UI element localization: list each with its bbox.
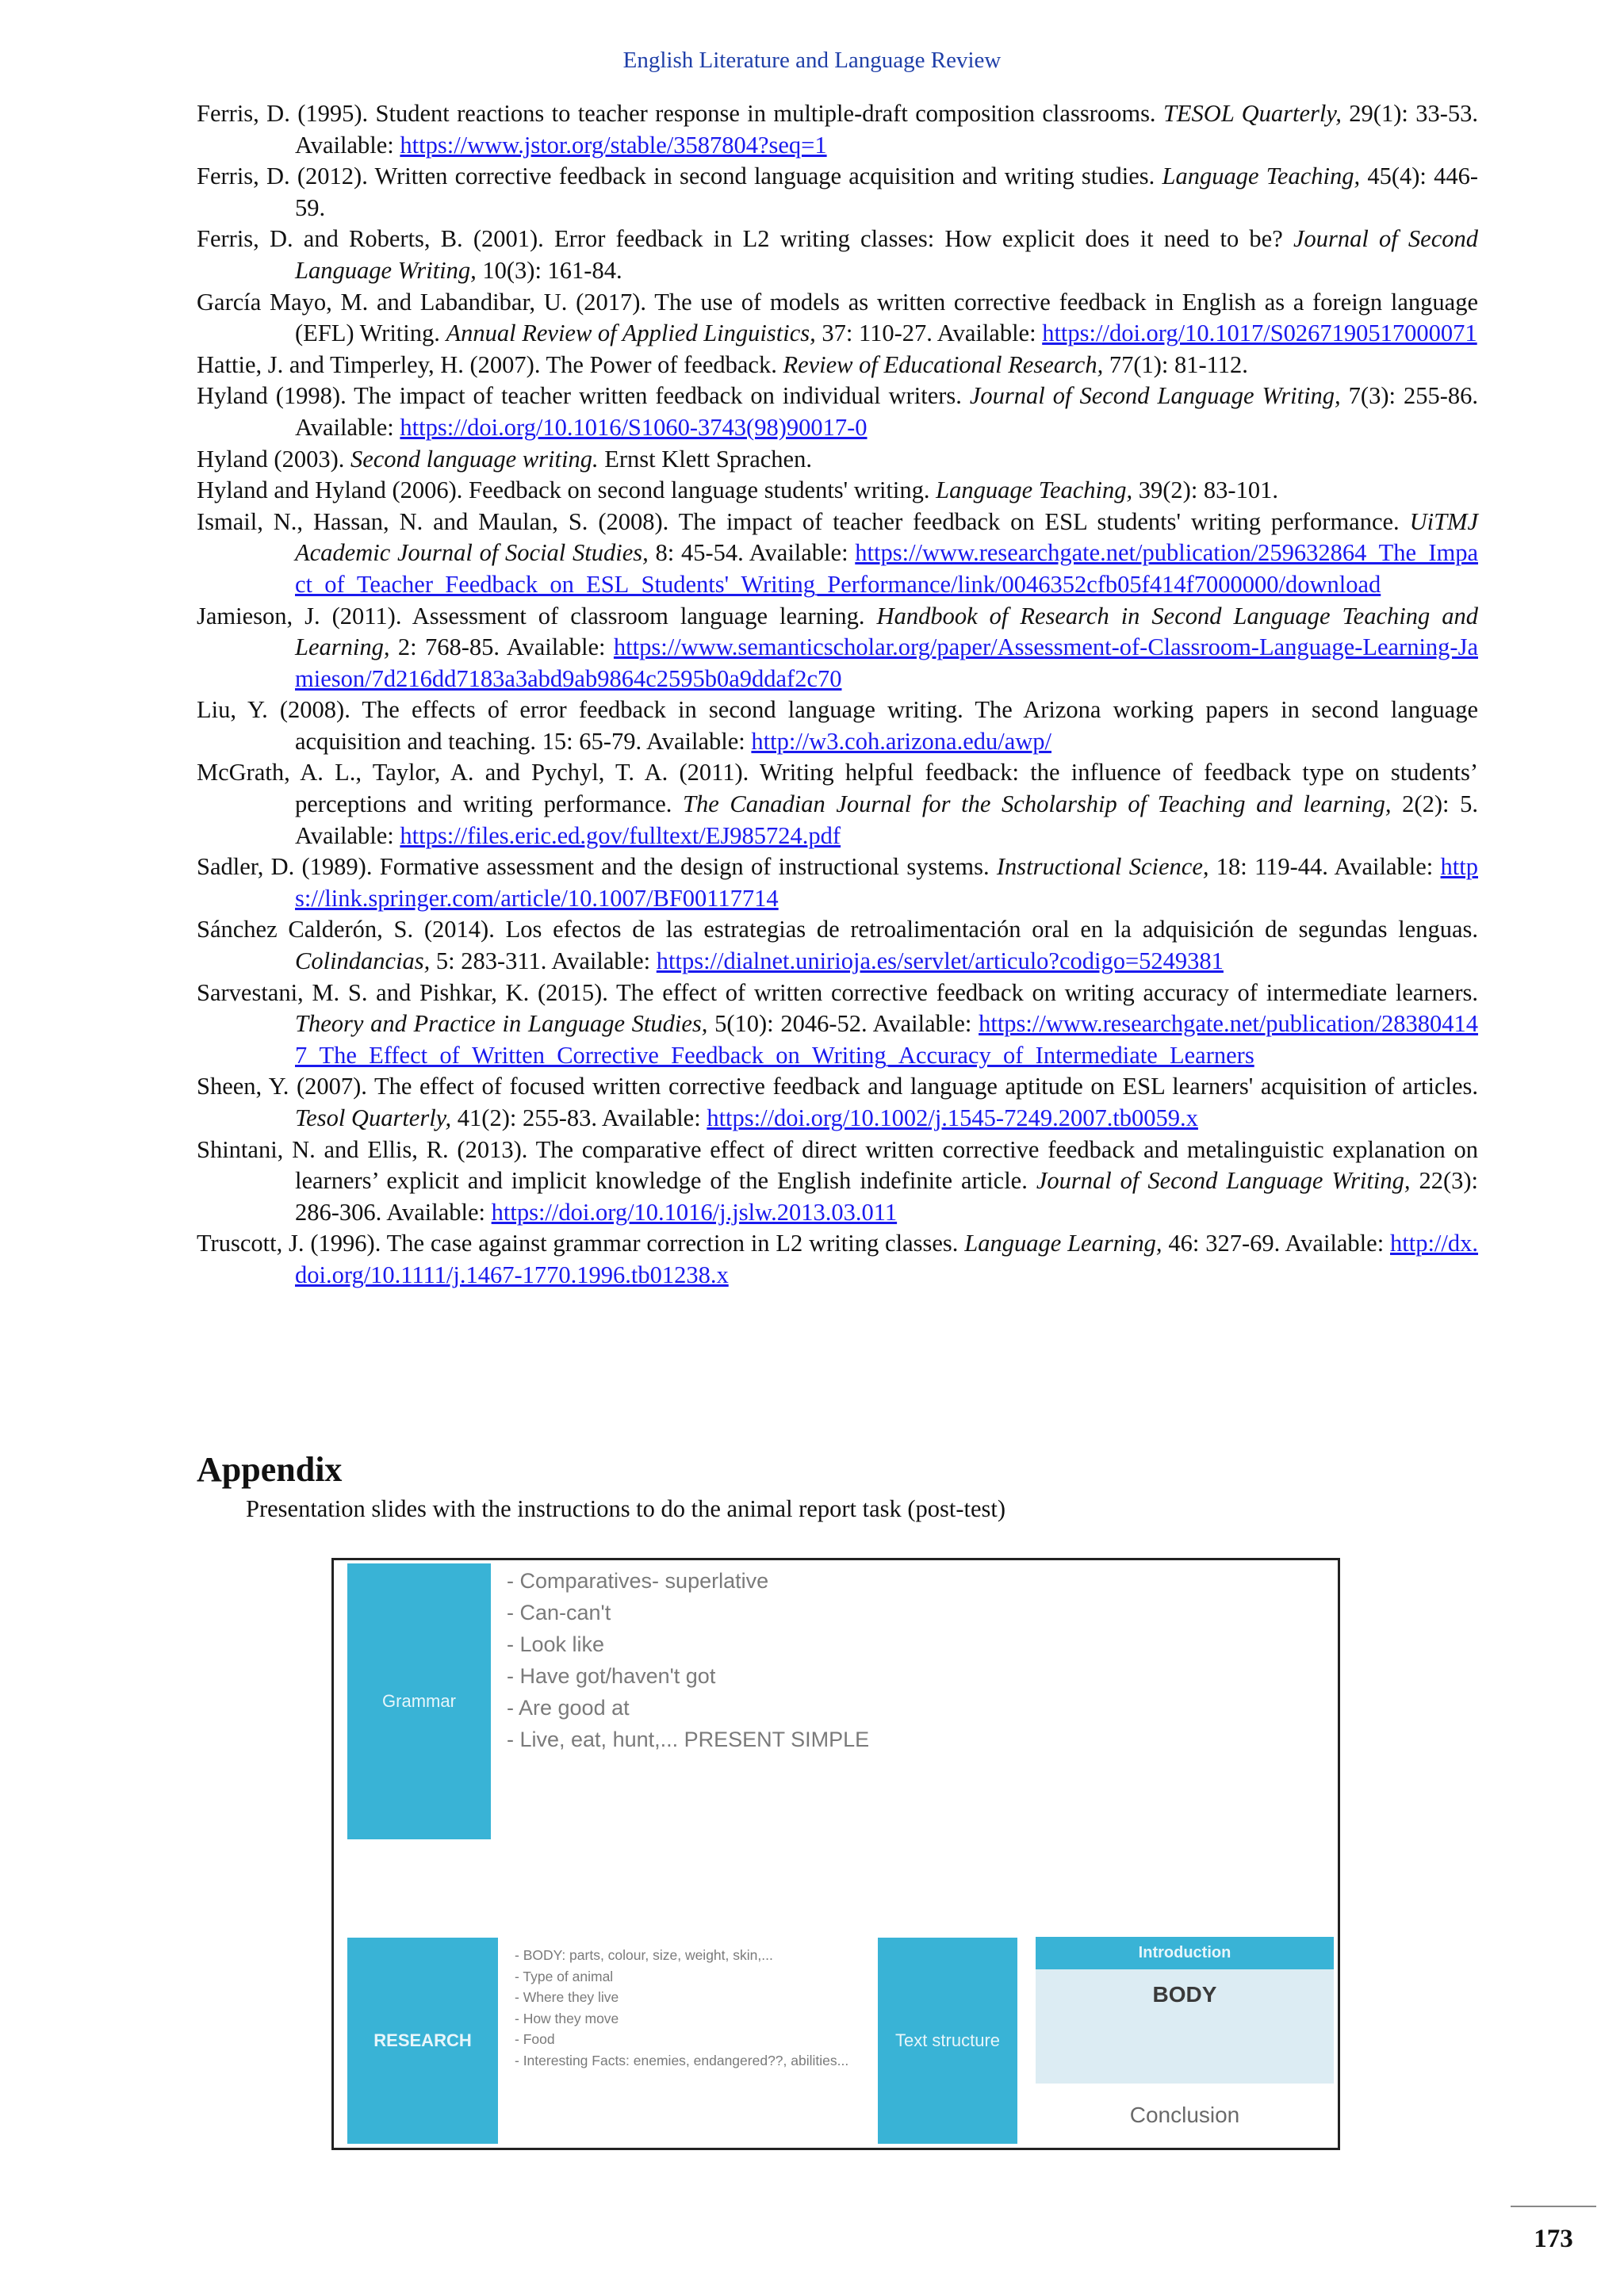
- grammar-item: - Look like: [507, 1632, 605, 1656]
- reference-text: Ferris, D. and Roberts, B. (2001). Error feedback in L2 writing classes: How explicit does it need to be?: [197, 225, 1293, 253]
- reference-source: Language Teaching,: [1162, 163, 1361, 190]
- research-list: [515, 1945, 848, 2071]
- reference-source: Second language writing.: [350, 445, 599, 473]
- reference-source: Journal of Second Language Writing,: [969, 382, 1341, 410]
- reference-item: [197, 98, 1478, 161]
- reference-item: [197, 1135, 1478, 1229]
- reference-text: 77(1): 81-112.: [1103, 350, 1248, 378]
- reference-source: Journal of Second Language Writing,: [1036, 1167, 1411, 1195]
- reference-link[interactable]: https://www.jstor.org/stable/3587804?seq=1: [400, 131, 827, 159]
- reference-item: [197, 1228, 1478, 1291]
- reference-text: Ismail, N., Hassan, N. and Maulan, S. (2008). The impact of teacher feedback on ESL students' writing performance.: [197, 507, 1410, 535]
- research-item: - Where they live: [515, 1989, 619, 2005]
- reference-text: Ferris, D. (1995). Student reactions to teacher response in multiple-draft composition classrooms.: [197, 100, 1163, 127]
- journal-header: English Literature and Language Review: [622, 48, 1002, 73]
- grammar-panel: [347, 1563, 491, 1839]
- reference-text: 2(2): 5. Available:: [295, 790, 1478, 849]
- reference-link[interactable]: https://www.semanticscholar.org/paper/Assessment-of-Classroom-Language-Learning-Jamieson/7d216dd7183a3abd9ab9864c2595b0a9ddaf2c70: [295, 633, 1478, 692]
- research-panel: [347, 1938, 498, 2144]
- reference-text: Sadler, D. (1989). Formative assessment and the design of instructional systems.: [197, 853, 997, 881]
- research-item: - How they move: [515, 2010, 619, 2026]
- reference-source: TESOL Quarterly,: [1162, 100, 1342, 127]
- reference-link[interactable]: https://files.eric.ed.gov/fulltext/EJ985724.pdf: [400, 821, 841, 849]
- research-label: RESEARCH: [373, 2030, 472, 2050]
- structure-conclusion: Conclusion: [1036, 2084, 1334, 2147]
- reference-text: Sheen, Y. (2007). The effect of focused written corrective feedback and language aptitude on ESL learners' acquisition of articles.: [197, 1073, 1478, 1100]
- reference-source: Colindancias,: [295, 947, 431, 975]
- reference-text: Ferris, D. (2012). Written corrective feedback in second language acquisition and writing studies.: [197, 163, 1162, 190]
- reference-item: [197, 444, 1478, 476]
- reference-text: Shintani, N. and Ellis, R. (2013). The comparative effect of direct written corrective feedback and metalinguistic explanation on learners’ explicit and implicit knowledge of the English indefinite article.: [197, 1135, 1478, 1195]
- reference-item: [197, 851, 1478, 914]
- reference-item: [197, 507, 1478, 601]
- reference-text: Hyland (1998). The impact of teacher written feedback on individual writers.: [197, 382, 970, 410]
- reference-text: Jamieson, J. (2011). Assessment of classroom language learning.: [197, 602, 877, 629]
- reference-link[interactable]: https://www.researchgate.net/publication/259632864_The_Impact_of_Teacher_Feedback_on_ESL_Students'_Writing_Performance/link/0046352cfb05f414f7000000/download: [295, 539, 1479, 598]
- reference-item: [197, 978, 1478, 1072]
- reference-text: 39(2): 83-101.: [1132, 476, 1278, 504]
- reference-source: Theory and Practice in Language Studies,: [295, 1010, 708, 1038]
- reference-link[interactable]: https://doi.org/10.1016/S1060-3743(98)90017-0: [400, 413, 868, 441]
- grammar-item: - Can-can't: [507, 1601, 611, 1624]
- grammar-list: [507, 1565, 869, 1755]
- reference-text: Sarvestani, M. S. and Pishkar, K. (2015). The effect of written corrective feedback on writing accuracy of intermediate learners.: [197, 978, 1478, 1006]
- reference-text: 22(3): 286-306. Available:: [295, 1167, 1478, 1226]
- reference-text: 41(2): 255-83. Available:: [451, 1104, 707, 1131]
- reference-source: Review of Educational Research,: [783, 350, 1104, 378]
- reference-text: 2: 768-85. Available:: [389, 633, 614, 661]
- reference-text: Hattie, J. and Timperley, H. (2007). The Power of feedback.: [197, 350, 783, 378]
- appendix-caption: Presentation slides with the instructions to do the animal report task (post-test): [246, 1495, 1006, 1522]
- reference-text: 29(1): 33-53. Available:: [295, 100, 1479, 159]
- reference-item: [197, 1071, 1478, 1134]
- reference-text: Hyland and Hyland (2006). Feedback on second language students' writing.: [197, 476, 936, 504]
- reference-text: 5: 283-311. Available:: [430, 947, 657, 975]
- grammar-item: - Live, eat, hunt,... PRESENT SIMPLE: [507, 1728, 870, 1751]
- reference-source: Handbook of Research in Second Language Teaching and Learning,: [295, 602, 1478, 661]
- grammar-item: - Are good at: [507, 1696, 630, 1720]
- research-item: - Type of animal: [515, 1968, 614, 1984]
- reference-source: UiTMJ Academic Journal of Social Studies,: [295, 507, 1478, 567]
- reference-link[interactable]: https://doi.org/10.1002/j.1545-7249.2007.tb0059.x: [707, 1104, 1198, 1131]
- reference-source: Annual Review of Applied Linguistics,: [446, 320, 816, 347]
- reference-link[interactable]: https://link.springer.com/article/10.1007/BF00117714: [295, 853, 1478, 912]
- text-structure-panel: [878, 1938, 1017, 2144]
- reference-link[interactable]: https://dialnet.unirioja.es/servlet/articulo?codigo=5249381: [656, 947, 1224, 975]
- reference-text: 10(3): 161-84.: [476, 256, 622, 284]
- appendix-figure: [331, 1558, 1340, 2150]
- grammar-label: Grammar: [382, 1691, 456, 1711]
- research-item: - Food: [515, 2031, 555, 2047]
- reference-item: [197, 475, 1478, 507]
- grammar-item: - Have got/haven't got: [507, 1664, 716, 1688]
- reference-source: Journal of Second Language Writing,: [295, 225, 1478, 284]
- reference-item: [197, 757, 1478, 851]
- page-number-rule: [1511, 2206, 1596, 2207]
- reference-text: Truscott, J. (1996). The case against grammar correction in L2 writing classes.: [197, 1230, 965, 1257]
- reference-item: [197, 287, 1478, 350]
- reference-text: 7(3): 255-86. Available:: [295, 382, 1478, 441]
- reference-text: García Mayo, M. and Labandibar, U. (2017). The use of models as written corrective feedback in English as a foreign language (EFL) Writing.: [197, 288, 1478, 347]
- research-item: - BODY: parts, colour, size, weight, skin,...: [515, 1947, 773, 1963]
- reference-link[interactable]: http://w3.coh.arizona.edu/awp/: [751, 727, 1052, 755]
- reference-item: [197, 350, 1478, 381]
- reference-link[interactable]: https://www.researchgate.net/publication/283804147_The_Effect_of_Written_Corrective_Feedback_on_Writing_Accuracy_of_Intermediate_Learners: [295, 1010, 1479, 1069]
- reference-text: 37: 110-27. Available:: [815, 320, 1043, 347]
- structure-introduction: Introduction: [1036, 1937, 1334, 1969]
- reference-text: 8: 45-54. Available:: [648, 539, 856, 567]
- reference-source: Tesol Quarterly,: [295, 1104, 452, 1131]
- reference-link[interactable]: https://doi.org/10.1017/S0267190517000071: [1042, 320, 1477, 347]
- reference-source: Language Learning,: [964, 1230, 1162, 1257]
- reference-list: [197, 98, 1478, 1292]
- reference-item: [197, 695, 1478, 757]
- research-item: - Interesting Facts: enemies, endangered??, abilities...: [515, 2052, 849, 2068]
- reference-text: McGrath, A. L., Taylor, A. and Pychyl, T. A. (2011). Writing helpful feedback: the influence of feedback type on students’ perceptions and writing performance.: [197, 759, 1478, 818]
- reference-item: [197, 161, 1478, 224]
- reference-text: Liu, Y. (2008). The effects of error feedback in second language writing. The Arizona working papers in second language acquisition and teaching. 15: 65-79. Available:: [197, 696, 1478, 755]
- text-structure-label: Text structure: [894, 2030, 1001, 2050]
- reference-item: [197, 224, 1478, 286]
- reference-source: Instructional Science,: [996, 853, 1209, 881]
- appendix-heading: Appendix: [197, 1450, 343, 1489]
- reference-link[interactable]: https://doi.org/10.1016/j.jslw.2013.03.011: [491, 1198, 898, 1226]
- reference-text: 5(10): 2046-52. Available:: [707, 1010, 979, 1038]
- reference-source: The Canadian Journal for the Scholarship of Teaching and learning,: [683, 790, 1392, 818]
- grammar-item: - Comparatives- superlative: [507, 1569, 769, 1593]
- reference-text: 18: 119-44. Available:: [1208, 853, 1441, 881]
- reference-item: [197, 601, 1478, 695]
- reference-item: [197, 914, 1478, 977]
- structure-body: BODY: [1036, 1969, 1334, 2084]
- reference-text: Hyland (2003).: [197, 445, 350, 473]
- page-number: 173: [1534, 2225, 1573, 2253]
- reference-source: Language Teaching,: [936, 476, 1133, 504]
- reference-text: Sánchez Calderón, S. (2014). Los efectos de las estrategias de retroalimentación oral en la adquisición de segundas lenguas.: [197, 916, 1478, 943]
- reference-text: 46: 327-69. Available:: [1162, 1230, 1391, 1257]
- reference-link[interactable]: http://dx.doi.org/10.1111/j.1467-1770.1996.tb01238.x: [295, 1230, 1479, 1288]
- reference-item: [197, 381, 1478, 443]
- reference-text: Ernst Klett Sprachen.: [598, 445, 812, 473]
- reference-text: 45(4): 446-59.: [295, 163, 1478, 221]
